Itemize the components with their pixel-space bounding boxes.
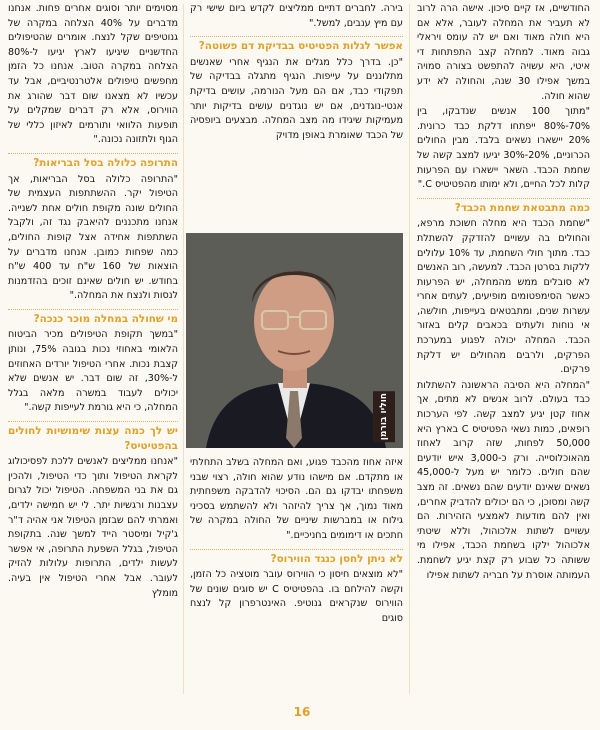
page-number: 16 [293,705,311,719]
column-divider [409,4,410,694]
section-heading: מי שחולה במחלה מוכר כנכה? [8,309,178,327]
photo-caption: חוליו בורמן [373,391,395,442]
portrait-photo [186,233,403,448]
paragraph: "במשך תקופת הטיפולים מכיר הביטוח הלאומי באחוזי נכות בגובה 75%, ונותן קצבת נכות. אחרי הטיפול יורדים האחוזים ל-30%, זה שום דבר. יש אנשים שלא יכולים לעבוד במשרה מלאה בגלל המחלה, כי היא גורמת לעייפות קשה." [8,329,178,414]
portrait-illustration [186,233,403,448]
paragraph: "התרופה כלולה בסל הבריאות, אך הטיפול יקר. ההשתתפות העצמית של החולים שונה מקופת חולים אחת לשנייה. אנחנו מתכננים להיאבק נגד זה, ולקבל השתתפות אחידה אצל קופות החולים, כמה שפחות כמובן. אנחנו מדברים על הוצאות של 160 ש"ח עד 400 ש"ח בחודש. יש חולים שאינם זוכים בהזדמנות לנסות ולנצח את המחלה." [8,173,178,302]
column-middle-top [190,2,403,230]
section-heading: לא ניתן לחסן כנגד הווירוס? [190,549,403,567]
column-right [417,2,590,700]
section-heading: התרופה כלולה בסל הבריאות? [8,153,178,171]
paragraph: איזה אחוז מהכבד פגוע, ואם המחלה בשלב התחלתי או מתקדם. אם מישהו נודע שהוא חולה, רצוי שבני משפחתו יבדקו גם הם. הסיכוי להדבקה משפחתית מאוד נמוך, אך צריך להיזהר ולא להשתמש בסכיני גילוח או במברשות שיניים של החולה במקרה של חתכים או דימומים בחניכיים." [190,457,403,541]
paragraph: החודשיים, אז קיים סיכון. אישה הרה לרוב לא תעביר את המחלה לעובר, אלא אם היא חולה מאוד ואם יש לה עומס ויראלי גבוה מאוד. למחלה קצב התפתחות די איטי, היא עשויה להתפשט בצורה סמויה במשך אפילו 30 שנה, והחולה לא ידע שהוא חולה. [417,3,590,102]
section-heading: אפשר לגלות הפטיטיס בבדיקת דם פשוטה? [190,36,403,54]
paragraph: בירה. לחברים דתיים ממליצים לקדש ביום שישי רק עם מיץ ענבים, למשל." [190,3,403,29]
section-heading: כמה מתבטאת שחמת הכבד? [417,198,590,216]
column-middle-bottom [190,456,403,704]
paragraph: "שחמת הכבד היא מחלה חשוכת מרפא, והחולים בה עשויים להזדקק להשתלת כבד. מתוך חולי השחמת, עד 10% עלולים ללקות בסרטן הכבד. למעשה, רוב האנשים לא סובלים ממש מהמחלה, יש הפרעות כאשר הסימפטומים מופיעים, לעתים אחרי עשרות שנים, ומתבטאים בעייפות, חולשה, אי נוחות ולעתים בכאבים קלים באזור הכבד. המחלה יכולה לפגוע במערכת הפרקים, ולרבים מהחולים יש דלקת פרקים. [417,218,590,376]
column-left [8,2,178,700]
column-divider [183,4,184,694]
paragraph: "אנחנו ממליצים לאנשים ללכת לפסיכולוג לקראת הטיפול ותוך כדי הטיפול, ולהכין גם את בני המשפחה. הטיפול יכול לגרום עצבנות ורגשיות יתר. לי יש חמישה ילדים, ואמרתי להם שבזמן הטיפול אני אהיה ד"ר ג'קיל ומיסטר הייד למשך שנה. בתקופת הטיפול, בגלל השפעת התרופה, אי אפשר לעשות ילדים, התרופות עלולות להזיק לעובר. אבל אחרי הטיפול אין בעיה. מומלץ [8,456,178,599]
paragraph: "כן. בדרך כלל מגלים את הנגיף אחרי שאנשים מתלוננים על עייפות. הנגיף מתגלה בבדיקה של תפקודי כבד, אם הם מעל הנורמה, עושים בדיקת אנטי-נוגדנים, אם יש נוגדנים עושים בדיקות יותר מעמיקות שיגידו מה מצב המחלה. מבצעים ביופסיה של הכבד שאומרת באופן מדויק [190,56,403,141]
paragraph: "לא מוצאים חיסון כי הווירוס עובר מוטציה כל הזמן, וקשה להילחם בו. בהפטיטיס C יש סוגים שונים של הווירוס שנקראים גנוטיפ. האינטרפרון קל לנצח סוגים [190,569,403,624]
section-heading: יש לך כמה עצות שימושיות לחולים בהפטיטיס? [8,421,178,453]
paragraph: מסוימים יותר וסוגים אחרים פחות. אנחנו מדברים על 40% הצלחה במקרה של גנוטיפים שקל לנצח. אומרים שהטיפולים החדשניים שיגיעו לארץ יגיעו ל-80% הצלחה במקרה הטוב. אנחנו כל הזמן מחפשים טיפולים אלטרנטיביים, אבל עד עכשיו לא מצאנו שום דבר שהורג את הווירוס, אלא רק דברים שמקלים על תופעות הלוואי ותורמים לאיזון כללי של הגוף ולתזונה נכונה." [8,3,178,146]
paragraph: "המחלה היא הסיבה הראשונה להשתלות כבד בעולם. לרוב אנשים לא מתים, אך אחוז קטן יגיע למצב קשה. לפי הערכות רופאים, כמות נשאי הפטיטיס C בארץ היא 50,000 לפחות, שזה קרוב לאחוז מהאוכלוסייה. ורק כ-3,000 איש יודעים שהם חולים. כלומר יש מעל ל-45,000 נשאים שאינם יודעים שהם נשאים. זה מצב קשה ומסוכן, כי הם יכולים להדביק אחרים, ואין להם מודעות לאמצעי הזהירות. הם עשויים לשתות אלכוהול, וללא שיטתי אלכוהול ילקו בשחמת הכבד, אפילו מי ששותה כל שבוע רק קצת יגיע לשחמת. העמותה אוסרת על חבריה לשתות אפילו [417,379,590,581]
paragraph: "מתוך 100 אנשים שנדבקו, בין 70%-80% ייפתחו דלקת כבד כרונית. 20% יישארו נשאים בלבד. מבין החולים הכרוניים, 20%-30% יגיעו למצב קשה של שחמת הכבד. השאר יישארו עם הפרעות קלות לכל החיים, ולא ימותו מהפטיטיס C." [417,106,590,191]
